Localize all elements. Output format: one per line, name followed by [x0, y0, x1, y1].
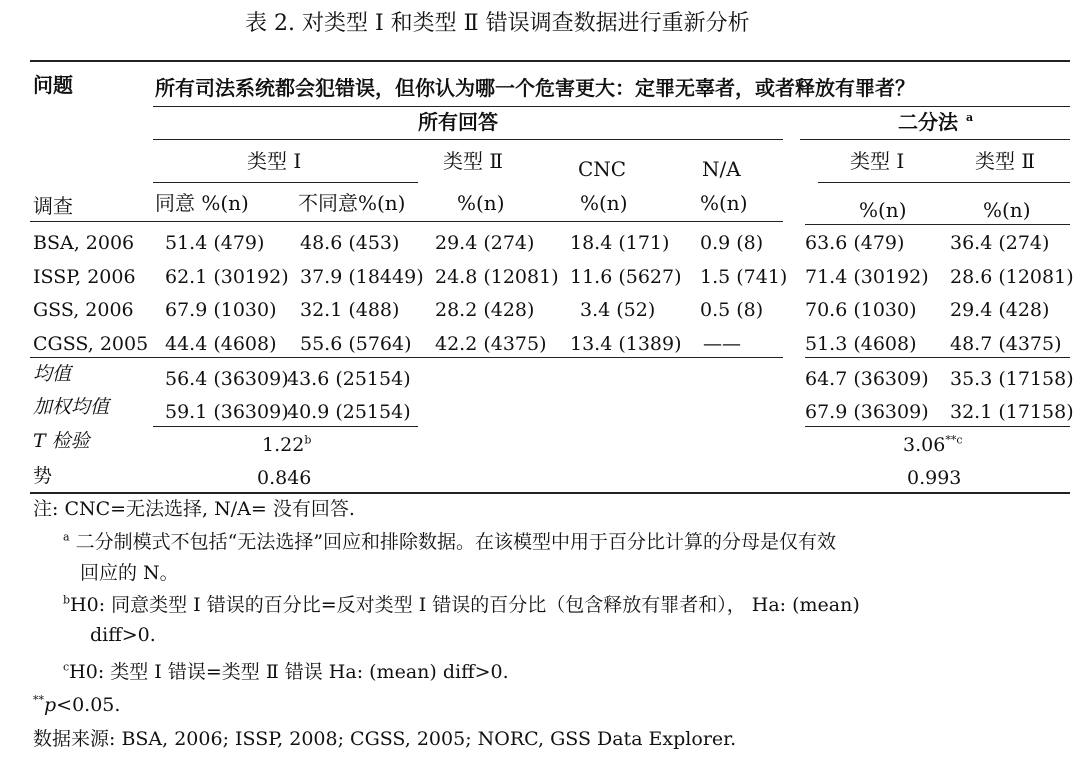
na-header: N/A	[702, 157, 741, 181]
all-answers-label: 所有回答	[418, 110, 498, 134]
wmean-disagree: 40.9 (25154)	[287, 401, 411, 423]
table-caption: 表 2. 对类型 Ⅰ 和类型 Ⅱ 错误调查数据进行重新分析	[245, 11, 750, 36]
mean-label: 均值	[33, 363, 72, 385]
wmean-agree: 59.1 (36309)	[165, 401, 289, 423]
dichotomy-sub-rule	[818, 182, 1070, 183]
mean-dich-type1: 64.7 (36309)	[805, 368, 929, 390]
power-label: 势	[33, 465, 53, 487]
na-cell: ——	[703, 333, 741, 355]
cnc-header: CNC	[578, 157, 627, 181]
header-bottom-rule	[30, 221, 783, 222]
cnc-cell: 11.6 (5627)	[570, 266, 682, 288]
cnc-cell: 3.4 (52)	[580, 299, 656, 321]
note-c: $^c$H0: 类型 I 错误=类型 Ⅱ 错误 Ha: (mean) diff>0.	[63, 660, 509, 683]
data-bottom-rule	[30, 357, 783, 358]
mean-bottom-rule	[153, 426, 418, 427]
top-rule	[30, 60, 1070, 62]
wmean-dich-type2: 32.1 (17158)	[950, 401, 1074, 423]
dich-type2-cell: 48.7 (4375)	[950, 333, 1062, 355]
note-a-line2: 回应的 N。	[80, 562, 179, 584]
disagree-cell: 55.6 (5764)	[300, 333, 412, 355]
power-left: 0.846	[257, 467, 312, 489]
header-bottom-rule-right	[805, 224, 1070, 225]
type2-cell: 29.4 (274)	[435, 232, 535, 254]
na-cell: 0.9 (8)	[700, 232, 764, 254]
cnc-cell: 13.4 (1389)	[570, 333, 682, 355]
issue-label: 问题	[33, 73, 73, 97]
wmean-dich-type1: 67.9 (36309)	[805, 401, 929, 423]
disagree-header: 不同意%(n)	[298, 191, 406, 215]
weighted-mean-label: 加权均值	[33, 396, 110, 418]
mean-agree: 56.4 (36309)	[165, 368, 289, 390]
dich-type2-cell: 36.4 (274)	[950, 232, 1050, 254]
type2-header: 类型 Ⅱ	[443, 149, 503, 173]
dich-type1-cell: 63.6 (479)	[805, 232, 905, 254]
type2-pct-header: %(n)	[457, 191, 505, 215]
type2-cell: 24.8 (12081)	[435, 266, 559, 288]
all-answers-rule	[153, 139, 783, 140]
mean-bottom-rule-right	[805, 426, 1070, 427]
survey-cell: CGSS, 2005	[33, 333, 149, 355]
dich-type2-cell: 29.4 (428)	[950, 299, 1050, 321]
agree-header: 同意 %(n)	[155, 191, 249, 215]
dich-type2-header: 类型 Ⅱ	[975, 149, 1035, 173]
ttest-left: 1.22$^b$	[262, 433, 312, 456]
dich-type2-cell: 28.6 (12081)	[950, 266, 1074, 288]
cnc-pct-header: %(n)	[580, 191, 628, 215]
na-pct-header: %(n)	[700, 191, 748, 215]
disagree-cell: 37.9 (18449)	[300, 266, 424, 288]
ttest-label: T 检验	[33, 430, 90, 452]
na-cell: 0.5 (8)	[700, 299, 764, 321]
question-text: 所有司法系统都会犯错误，但你认为哪一个危害更大：定罪无辜者，或者释放有罪者？	[155, 76, 915, 100]
note-b-line2: diff>0.	[90, 624, 156, 646]
cnc-cell: 18.4 (171)	[570, 232, 670, 254]
dich-type2-pct-header: %(n)	[983, 198, 1031, 222]
note-b-line1: $^b$H0: 同意类型 I 错误的百分比=反对类型 I 错误的百分比（包含释放有罪者和）， Ha: (mean)	[63, 593, 860, 616]
bottom-rule	[30, 492, 1070, 494]
agree-cell: 51.4 (479)	[165, 232, 265, 254]
agree-cell: 67.9 (1030)	[165, 299, 277, 321]
mean-disagree: 43.6 (25154)	[287, 368, 411, 390]
dich-type1-pct-header: %(n)	[859, 198, 907, 222]
agree-cell: 62.1 (30192)	[165, 266, 289, 288]
note-significance: **p<0.05.	[33, 693, 121, 716]
survey-header: 调查	[33, 194, 73, 218]
mean-dich-type2: 35.3 (17158)	[950, 368, 1074, 390]
type2-cell: 42.2 (4375)	[435, 333, 547, 355]
note-a-line1: $^a$ 二分制模式不包括“无法选择”回应和排除数据。在该模型中用于百分比计算的分母是仅有效	[63, 530, 837, 553]
agree-cell: 44.4 (4608)	[165, 333, 277, 355]
dichotomy-label: 二分法 $^a$	[898, 110, 974, 134]
dichotomy-rule	[800, 139, 1070, 140]
data-bottom-rule-right	[805, 357, 1070, 358]
power-right: 0.993	[907, 467, 962, 489]
question-rule	[153, 106, 1070, 107]
na-cell: 1.5 (741)	[700, 266, 788, 288]
disagree-cell: 48.6 (453)	[300, 232, 400, 254]
type1-rule	[153, 182, 418, 183]
dich-type1-cell: 70.6 (1030)	[805, 299, 917, 321]
disagree-cell: 32.1 (488)	[300, 299, 400, 321]
survey-cell: ISSP, 2006	[33, 266, 136, 288]
dich-type1-cell: 51.3 (4608)	[805, 333, 917, 355]
type1-header: 类型 Ⅰ	[247, 149, 302, 173]
survey-cell: BSA, 2006	[33, 232, 135, 254]
dich-type1-header: 类型 Ⅰ	[850, 149, 905, 173]
ttest-right: 3.06$^{**c}$	[903, 433, 963, 456]
dich-type1-cell: 71.4 (30192)	[805, 266, 929, 288]
note-source: 数据来源: BSA, 2006; ISSP, 2008; CGSS, 2005; NORC, GSS Data Explorer.	[33, 728, 737, 750]
survey-cell: GSS, 2006	[33, 299, 134, 321]
note-main: 注: CNC=无法选择, N/A= 没有回答.	[33, 498, 355, 520]
type2-cell: 28.2 (428)	[435, 299, 535, 321]
